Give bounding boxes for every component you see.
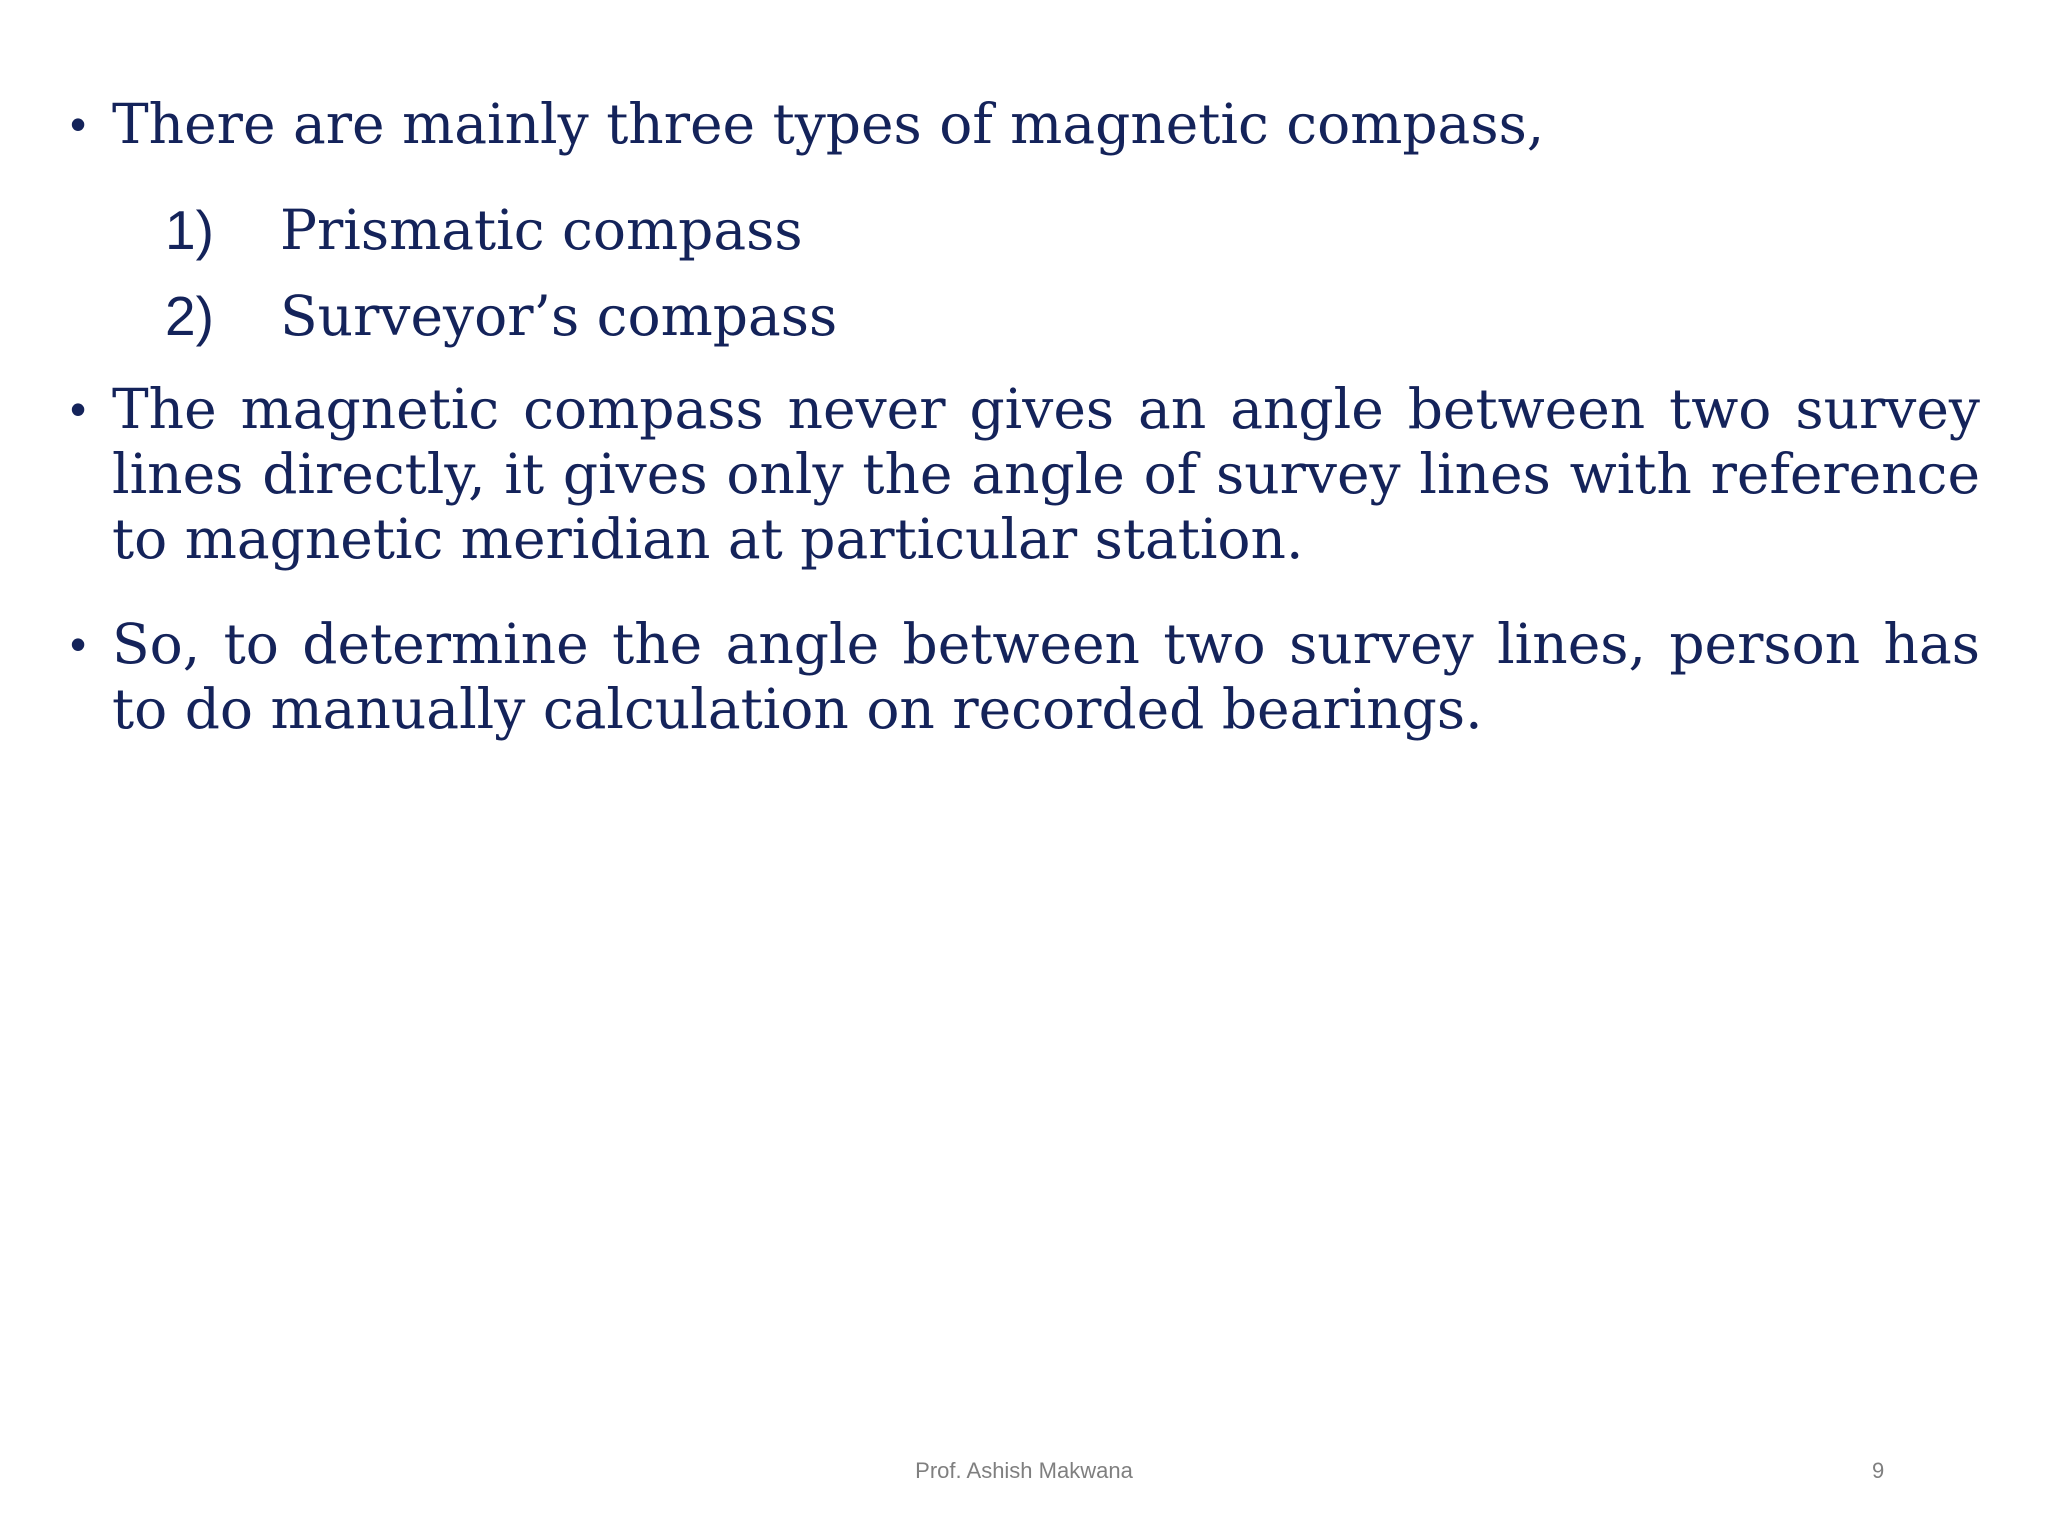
numbered-item (165, 273, 1980, 359)
bullet-text: There are mainly three types of magnetic compass, (112, 92, 1545, 156)
item-text: Prismatic compass (280, 198, 803, 262)
numbered-list (165, 187, 1980, 359)
item-text: Surveyor’s compass (280, 284, 838, 348)
footer-author: Prof. Ashish Makwana (915, 1458, 1133, 1483)
bullet-item (70, 612, 1980, 742)
bullet-text: So, to determine the angle between two survey lines, person has to do manually calculation on recorded bearings. (112, 612, 1980, 741)
slide-body (70, 92, 1980, 742)
item-number: 2) (165, 285, 214, 347)
bullet-dot-icon: • (70, 98, 87, 150)
numbered-item (165, 187, 1980, 273)
item-number: 1) (165, 199, 214, 261)
bullet-dot-icon: • (70, 383, 87, 435)
spacer (70, 572, 1980, 612)
bullet-text: The magnetic compass never gives an angle between two survey lines directly, it gives only the angle of survey lines with reference to magnetic meridian at particular station. (112, 377, 1980, 571)
bullet-dot-icon: • (70, 618, 87, 670)
bullet-item (70, 92, 1980, 157)
page-number: 9 (1872, 1458, 1885, 1483)
bullet-item (70, 377, 1980, 572)
